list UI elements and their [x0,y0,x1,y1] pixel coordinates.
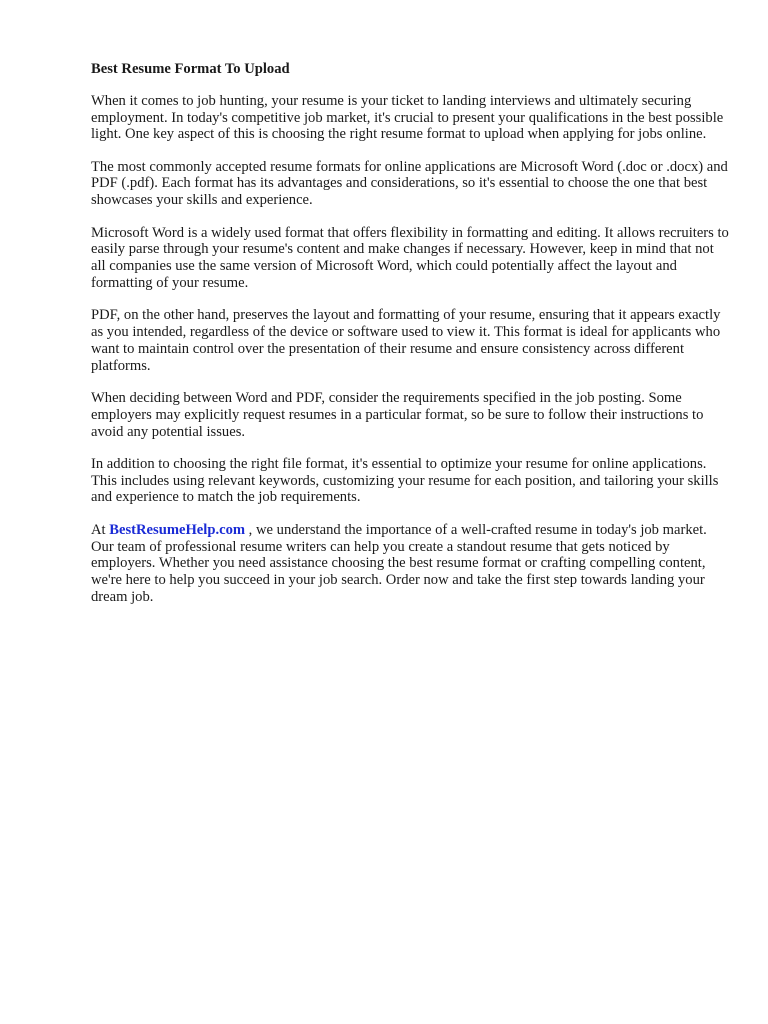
document-title: Best Resume Format To Upload [91,61,290,77]
closing-prefix: At [91,521,110,538]
paragraph-optimize: In addition to choosing the right file format, it's essential to optimize your resume for online applications. This includes using relevant keywords, customizing your resume for each position, and tailoring your skills and experience to match the job requirements. [91,455,719,506]
paragraph-formats: The most commonly accepted resume formats for online applications are Microsoft Word (.doc or .docx) and PDF (.pdf). Each format has its advantages and considerations, so it's essential to choose the one that best showcases your skills and experience. [91,158,728,209]
paragraph-intro: When it comes to job hunting, your resume is your ticket to landing interviews and ultimately securing employment. In today's competitive job market, it's crucial to present your qualifications in the best possible light. One key aspect of this is choosing the right resume format to upload when applying for jobs online. [91,92,724,143]
document-content [91,61,731,621]
paragraph-word: Microsoft Word is a widely used format that offers flexibility in formatting and editing. It allows recruiters to easily parse through your resume's content and make changes if necessary. However, keep in mind that not all companies use the same version of Microsoft Word, which could potentially affect the layout and formatting of your resume. [91,224,729,291]
closing-body: , we understand the importance of a well-crafted resume in today's job market. Our team of professional resume writers can help you create a standout resume that gets noticed by employers. Whether you need assistance choosing the best resume format or crafting compelling content, we're here to help you succeed in your job search. Order now and take the first step towards landing your dream job. [91,521,707,605]
paragraph-pdf: PDF, on the other hand, preserves the layout and formatting of your resume, ensuring that it appears exactly as you intended, regardless of the device or software used to view it. This format is ideal for applicants who want to maintain control over the presentation of their resume and ensure consistency across different platforms. [91,307,721,374]
paragraph-closing [91,522,731,606]
bestresumehelp-link[interactable]: BestResumeHelp.com [109,521,246,538]
paragraph-deciding: When deciding between Word and PDF, consider the requirements specified in the job posting. Some employers may explicitly request resumes in a particular format, so be sure to follow their instructions to avoid any potential issues. [91,389,704,440]
